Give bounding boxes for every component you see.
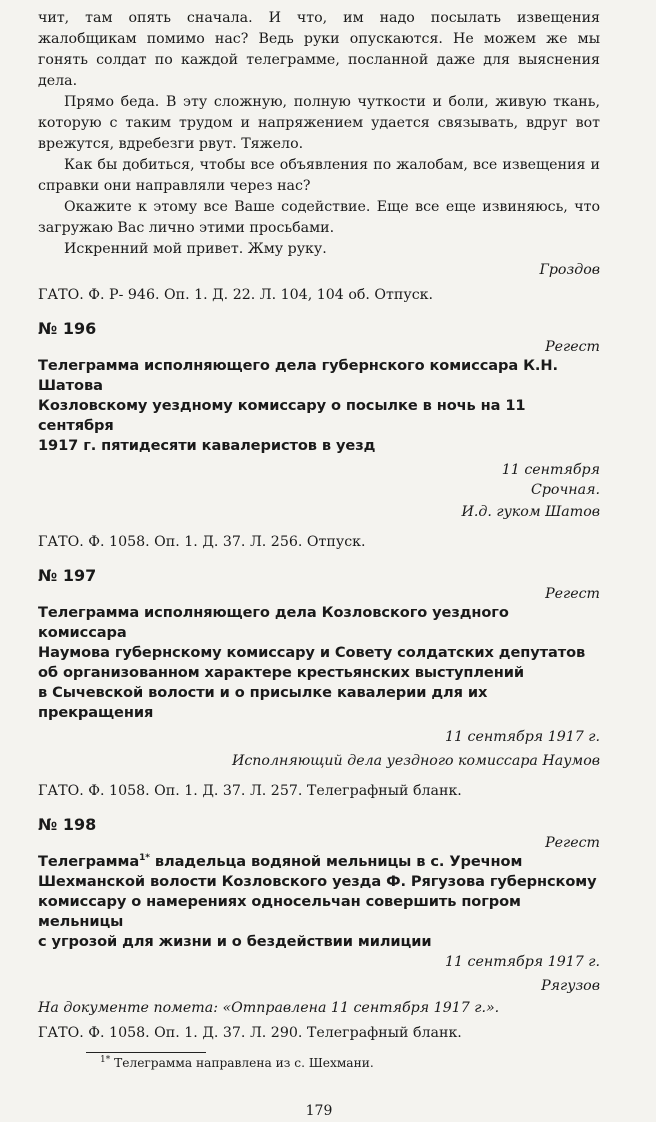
document-198: [38, 816, 600, 1044]
document-title-line-2: Наумова губернскому комиссару и Совету солдатских депутатов: [38, 644, 586, 661]
document-archive-reference: ГАТО. Ф. 1058. Оп. 1. Д. 37. Л. 257. Телеграфный бланк.: [38, 783, 462, 799]
book-page: [38, 8, 600, 1122]
document-date: 11 сентября: [501, 462, 600, 478]
intro-paragraph-4: Окажите к этому все Ваше содействие. Еще все еще извиняюсь, что загружаю Вас лично этими просьбами.: [38, 199, 600, 236]
document-196: [38, 320, 600, 553]
document-197: [38, 567, 600, 802]
document-signature: Исполняющий дела уездного комиссара Наумов: [231, 753, 600, 769]
regest-label: Регест: [545, 339, 600, 355]
regest-label: Регест: [545, 586, 600, 602]
document-archive-reference: ГАТО. Ф. 1058. Оп. 1. Д. 37. Л. 256. Отпуск.: [38, 534, 366, 550]
document-title-line-1: Телеграмма исполняющего дела губернского комиссара К.Н. Шатова: [38, 357, 558, 394]
intro-paragraph-3: Как бы добиться, чтобы все объявления по жалобам, все извещения и справки они направляли через нас?: [38, 157, 600, 194]
footnote: [100, 1055, 600, 1071]
footnote-mark: 1*: [100, 1054, 111, 1065]
document-title-line-3: 1917 г. пятидесяти кавалеристов в уезд: [38, 437, 376, 454]
document-urgency: Срочная.: [530, 482, 600, 498]
page-number: 179: [305, 1103, 333, 1119]
footnote-reference[interactable]: 1*: [139, 853, 150, 864]
intro-signature: Гроздов: [539, 262, 600, 278]
document-signature: Рягузов: [541, 978, 600, 994]
document-title-line-4: с угрозой для жизни и о бездействии милиции: [38, 933, 432, 950]
document-date: 11 сентября 1917 г.: [444, 954, 600, 970]
document-title-line-1: Телеграмма исполняющего дела Козловского уездного комиссара: [38, 604, 509, 641]
document-archive-reference: ГАТО. Ф. 1058. Оп. 1. Д. 37. Л. 290. Телеграфный бланк.: [38, 1025, 462, 1041]
intro-paragraph-2: Прямо беда. В эту сложную, полную чуткости и боли, живую ткань, которую с таким трудом и напряжением удается связывать, вдруг вот врежутся, вдребезги рвут. Тяжело.: [38, 94, 600, 152]
document-note: На документе помета: «Отправлена 11 сентября 1917 г.».: [38, 1000, 500, 1016]
intro-archive-reference: ГАТО. Ф. Р- 946. Оп. 1. Д. 22. Л. 104, 104 об. Отпуск.: [38, 287, 434, 303]
footnote-divider: [86, 1052, 206, 1053]
document-title-line-1: [38, 852, 600, 872]
document-title-line-4: в Сычевской волости и о присылке кавалерии для их прекращения: [38, 684, 488, 721]
document-number: № 198: [38, 815, 97, 834]
document-signature: И.д. гуком Шатов: [461, 504, 600, 520]
document-title-line-3: об организованном характере крестьянских выступлений: [38, 664, 524, 681]
title-first-word: Телеграмма: [38, 853, 140, 870]
intro-paragraph-5: Искренний мой привет. Жму руку.: [64, 241, 327, 257]
document-title-line-3: комиссару о намерениях односельчан совершить погром мельницы: [38, 893, 521, 930]
document-number: № 197: [38, 566, 97, 585]
document-title-line-2: Козловскому уездному комиссару о посылке в ночь на 11 сентября: [38, 397, 526, 434]
regest-label: Регест: [545, 835, 600, 851]
document-title-line-2: Шехманской волости Козловского уезда Ф. Рягузова губернскому: [38, 873, 597, 890]
intro-paragraph-1: чит, там опять сначала. И что, им надо посылать извещения жалобщикам помимо нас? Ведь руки опускаются. Не можем же мы гонять солдат по каждой телеграмме, посланной даже для выяснения дела.: [38, 10, 600, 89]
title-first-rest: владельца водяной мельницы в с. Уречном: [149, 853, 523, 870]
document-date: 11 сентября 1917 г.: [444, 729, 600, 745]
footnote-text: Телеграмма направлена из с. Шехмани.: [110, 1056, 374, 1070]
document-number: № 196: [38, 319, 97, 338]
